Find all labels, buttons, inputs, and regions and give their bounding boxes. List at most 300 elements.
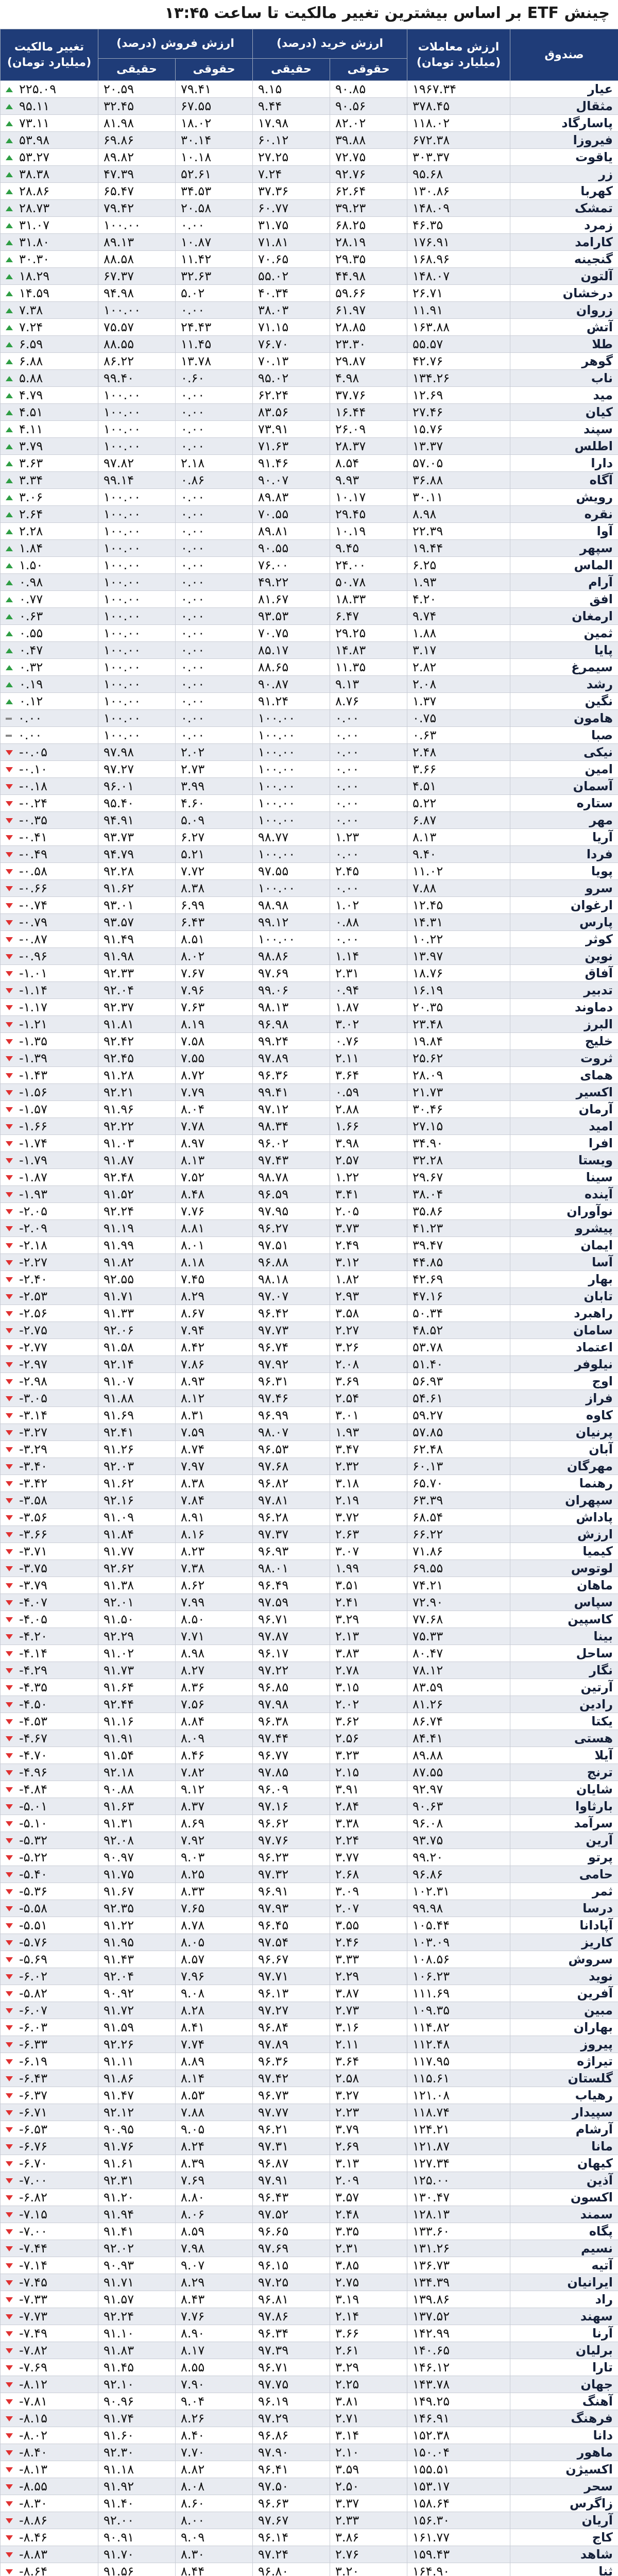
ownership-change-cell [1,2427,98,2444]
buy-real-cell: ۷۱.۱۵ [253,319,330,336]
sell-real-cell: ۹۱.۷۶ [98,2138,176,2155]
fund-cell: سرآمد [510,1815,618,1832]
sell-legal-cell: ۶.۲۷ [176,829,253,846]
table-row [1,166,618,183]
arrow-up-icon [6,257,13,262]
sell-real-cell: ۹۲.۲۹ [98,1628,176,1645]
ownership-change-cell [1,2444,98,2461]
ownership-change-cell [1,455,98,472]
ownership-change-value: -۴.۶۷ [19,1731,47,1745]
fund-cell: رهنما [510,1475,618,1492]
trade-value-cell: ۱۱۲.۴۸ [407,2036,510,2053]
buy-legal-cell: ۲.۱۴ [330,2308,407,2325]
fund-cell: اطلس [510,438,618,455]
arrow-down-icon [6,1056,13,1061]
ownership-change-value: ۰.۷۷ [19,592,43,606]
ownership-change-value: -۷.۴۴ [19,2241,47,2256]
arrow-down-icon [6,1498,13,1503]
sell-legal-cell: ۷.۶۹ [176,2172,253,2189]
arrow-down-icon [6,1277,13,1282]
sell-legal-cell: ۸.۶۲ [176,1577,253,1594]
buy-real-cell: ۹۷.۴۳ [253,1152,330,1169]
buy-legal-cell: ۳.۶۶ [330,2325,407,2342]
fund-cell: مهر [510,812,618,829]
arrow-down-icon [6,1991,13,1996]
table-row [1,1169,618,1186]
sell-real-cell: ۱۰۰.۰۰ [98,676,176,693]
sell-legal-cell: ۷.۸۲ [176,1764,253,1781]
trade-value-cell: ۱.۸۸ [407,625,510,642]
trade-value-cell: ۱۴۸.۰۷ [407,268,510,285]
ownership-change-value: -۳.۴۰ [19,1459,47,1473]
ownership-change-cell [1,659,98,676]
sell-legal-cell: ۰.۰۰ [176,574,253,591]
fund-cell: مثقال [510,98,618,115]
buy-legal-cell: ۳.۲۹ [330,2359,407,2376]
ownership-change-value: -۶.۱۹ [19,2054,47,2069]
trade-value-cell: ۴۲.۶۹ [407,1271,510,1288]
table-row [1,1730,618,1747]
fund-cell: سامان [510,1322,618,1339]
ownership-change-cell [1,2206,98,2223]
buy-real-cell: ۹۷.۵۵ [253,863,330,880]
sell-legal-cell: ۹.۱۲ [176,1781,253,1798]
table-row [1,676,618,693]
trade-value-cell: ۱۴۳.۷۸ [407,2376,510,2393]
sell-real-cell: ۹۲.۲۸ [98,863,176,880]
ownership-change-value: -۸.۱۳ [19,2462,47,2477]
trade-value-cell: ۱۳۴.۳۹ [407,2274,510,2291]
buy-real-cell: ۱۰۰.۰۰ [253,761,330,778]
sell-real-cell: ۹۱.۲۸ [98,1067,176,1084]
fund-cell: ترنج [510,1764,618,1781]
trade-value-cell: ۸۷.۵۵ [407,1764,510,1781]
buy-legal-cell: ۳.۱۲ [330,1254,407,1271]
table-row [1,812,618,829]
arrow-down-icon [6,1175,13,1180]
ownership-change-value: -۷.۴۹ [19,2326,47,2341]
trade-value-cell: ۳۰۳.۳۷ [407,149,510,166]
ownership-change-cell [1,268,98,285]
buy-real-cell: ۹۶.۱۹ [253,2393,330,2410]
arrow-up-icon [6,308,13,313]
fund-cell: تارا [510,2359,618,2376]
ownership-change-cell [1,1951,98,1968]
table-row [1,1254,618,1271]
ownership-change-value: -۷.۳۳ [19,2292,47,2307]
sell-real-cell: ۹۱.۵۷ [98,2291,176,2308]
arrow-down-icon [6,2025,13,2030]
trade-value-cell: ۳۴.۹۰ [407,1135,510,1152]
sell-legal-cell: ۸.۸۴ [176,1713,253,1730]
fund-cell: آرام [510,574,618,591]
arrow-down-icon [6,1022,13,1027]
buy-legal-cell: ۰.۸۸ [330,914,407,931]
ownership-change-cell [1,251,98,268]
buy-legal-cell: ۲.۰۷ [330,1900,407,1917]
ownership-change-value: -۵.۶۹ [19,1952,47,1967]
arrow-down-icon [6,2093,13,2098]
trade-value-cell: ۱۰۲.۳۱ [407,1883,510,1900]
buy-real-cell: ۱۰۰.۰۰ [253,846,330,863]
buy-legal-cell: ۲.۶۳ [330,1526,407,1543]
trade-value-cell: ۱۳۰.۸۶ [407,183,510,200]
arrow-down-icon [6,1889,13,1894]
sell-legal-cell: ۸.۰۸ [176,2478,253,2495]
sell-legal-cell: ۶.۹۹ [176,897,253,914]
fund-cell: ماهور [510,2444,618,2461]
table-row [1,642,618,659]
fund-cell: سهند [510,2308,618,2325]
table-row [1,1900,618,1917]
buy-legal-cell: ۲.۲۷ [330,1322,407,1339]
ownership-change-value: -۸.۰۲ [19,2428,47,2443]
trade-value-cell: ۱۷۶.۹۱ [407,234,510,251]
arrow-down-icon [6,1515,13,1520]
sell-legal-cell: ۰.۰۰ [176,693,253,710]
sell-legal-cell: ۷.۶۷ [176,965,253,982]
buy-legal-cell: ۳.۵۵ [330,1917,407,1934]
fund-cell: سپند [510,421,618,438]
arrow-down-icon [6,1583,13,1588]
ownership-change-cell [1,2070,98,2087]
sell-real-cell: ۹۱.۰۲ [98,1645,176,1662]
buy-real-cell: ۵۵.۰۲ [253,268,330,285]
sell-real-cell: ۹۱.۶۲ [98,880,176,897]
table-row [1,1832,618,1849]
sell-real-cell: ۹۱.۷۱ [98,2274,176,2291]
sell-real-cell: ۳۲.۴۵ [98,98,176,115]
table-row [1,1475,618,1492]
ownership-change-value: -۴.۸۴ [19,1782,47,1797]
ownership-change-cell [1,880,98,897]
buy-real-cell: ۷۱.۸۱ [253,234,330,251]
sell-legal-cell: ۷.۵۲ [176,1169,253,1186]
trade-value-cell: ۱۱.۰۲ [407,863,510,880]
sell-real-cell: ۱۰۰.۰۰ [98,591,176,608]
buy-legal-cell: ۸.۵۴ [330,455,407,472]
sell-legal-cell: ۸.۶۹ [176,1815,253,1832]
sell-real-cell: ۹۰.۹۶ [98,2393,176,2410]
table-row [1,1203,618,1220]
arrow-down-icon [6,1107,13,1112]
table-row [1,1271,618,1288]
sell-real-cell: ۹۲.۰۴ [98,1968,176,1985]
buy-legal-cell: ۳.۲۹ [330,1611,407,1628]
trade-value-cell: ۳۰.۴۶ [407,1101,510,1118]
buy-real-cell: ۹۷.۹۸ [253,1696,330,1713]
buy-legal-cell: ۲.۰۹ [330,2172,407,2189]
sell-real-cell: ۹۲.۱۴ [98,1356,176,1373]
ownership-change-value: -۴.۷۰ [19,1748,47,1762]
buy-legal-cell: ۲.۵۴ [330,1390,407,1407]
fund-cell: البرز [510,1016,618,1033]
fund-cell: همای [510,1067,618,1084]
table-row [1,1186,618,1203]
trade-value-cell: ۷۲.۹۰ [407,1594,510,1611]
table-row [1,285,618,302]
ownership-change-value: -۲.۲۷ [19,1255,47,1269]
buy-legal-cell: ۳.۹۱ [330,1781,407,1798]
ownership-change-value: -۱.۵۶ [19,1085,47,1099]
buy-real-cell: ۹۸.۷۸ [253,1169,330,1186]
fund-cell: سحر [510,2478,618,2495]
sell-real-cell: ۱۰۰.۰۰ [98,421,176,438]
fund-cell: پرتو [510,1849,618,1866]
table-row [1,98,618,115]
ownership-change-cell [1,302,98,319]
arrow-down-icon [6,1073,13,1078]
ownership-change-value: ۰.۹۸ [19,575,43,589]
sell-real-cell: ۹۱.۵۹ [98,2019,176,2036]
trade-value-cell: ۳۶.۸۸ [407,472,510,489]
sell-real-cell: ۹۱.۴۰ [98,2495,176,2512]
ownership-change-value: ۱.۵۰ [19,558,43,572]
fund-cell: رهیاب [510,2087,618,2104]
table-row [1,438,618,455]
buy-real-cell: ۹۷.۶۹ [253,965,330,982]
trade-value-cell: ۱۹.۴۴ [407,540,510,557]
arrow-up-icon [6,172,13,177]
sell-legal-cell: ۰.۰۰ [176,642,253,659]
buy-legal-cell: ۲.۶۸ [330,1866,407,1883]
fund-cell: ویستا [510,1152,618,1169]
table-row [1,1288,618,1305]
table-row [1,1339,618,1356]
sell-real-cell: ۸۹.۱۳ [98,234,176,251]
trade-value-cell: ۲۰.۳۵ [407,999,510,1016]
buy-real-cell: ۹۶.۹۱ [253,1883,330,1900]
sell-real-cell: ۹۱.۹۹ [98,1237,176,1254]
arrow-up-icon [6,665,13,670]
table-row [1,2240,618,2257]
ownership-change-value: ۱۸.۲۹ [19,269,50,283]
arrow-down-icon [6,1804,13,1809]
arrow-down-icon [6,2110,13,2115]
fund-cell: نیلوفر [510,1356,618,1373]
sell-legal-cell: ۴.۶۰ [176,795,253,812]
ownership-change-cell [1,2053,98,2070]
buy-legal-cell: ۲.۴۵ [330,863,407,880]
fund-cell: کیهان [510,2155,618,2172]
buy-real-cell: ۹۰.۵۵ [253,540,330,557]
buy-real-cell: ۹۸.۳۴ [253,1118,330,1135]
header-fund: صندوق [510,29,618,81]
header-sell-value: ارزش فروش (درصد) [98,29,253,59]
table-row [1,2410,618,2427]
table-row [1,1883,618,1900]
ownership-change-value: ۲.۶۴ [19,507,43,521]
ownership-change-value: -۱.۶۶ [19,1119,47,1133]
ownership-change-value: ۷.۲۴ [19,320,43,334]
fund-cell: نوین [510,948,618,965]
arrow-down-icon [6,937,13,942]
buy-real-cell: ۹۶.۴۳ [253,2189,330,2206]
arrow-down-icon [6,1617,13,1622]
sell-real-cell: ۱۰۰.۰۰ [98,540,176,557]
ownership-change-cell [1,574,98,591]
arrow-down-icon [6,1923,13,1928]
sell-legal-cell: ۸.۹۸ [176,1645,253,1662]
arrow-down-icon [6,1379,13,1384]
buy-legal-cell: ۲۳.۳۰ [330,336,407,353]
sell-legal-cell: ۸.۹۳ [176,1373,253,1390]
table-row [1,1084,618,1101]
sell-legal-cell: ۰.۰۰ [176,523,253,540]
arrow-up-icon [6,87,13,92]
fund-cell: نوآوران [510,1203,618,1220]
sell-legal-cell: ۸.۷۲ [176,1067,253,1084]
ownership-change-cell [1,2155,98,2172]
fund-cell: آرنا [510,2325,618,2342]
sell-legal-cell: ۸.۲۹ [176,2274,253,2291]
sell-real-cell: ۹۴.۷۹ [98,846,176,863]
arrow-down-icon [6,1124,13,1129]
fund-cell: تدبیر [510,982,618,999]
sell-real-cell: ۹۹.۱۴ [98,472,176,489]
buy-legal-cell: ۲.۶۹ [330,2138,407,2155]
buy-real-cell: ۹۸.۰۱ [253,1560,330,1577]
sell-legal-cell: ۷.۹۰ [176,2376,253,2393]
sell-real-cell: ۱۰۰.۰۰ [98,489,176,506]
buy-real-cell: ۳۸.۰۳ [253,302,330,319]
arrow-down-icon [6,2501,13,2506]
buy-real-cell: ۹۷.۹۰ [253,2444,330,2461]
trade-value-cell: ۶.۸۷ [407,812,510,829]
fund-cell: نقره [510,506,618,523]
ownership-change-cell [1,1084,98,1101]
sell-real-cell: ۱۰۰.۰۰ [98,557,176,574]
sell-real-cell: ۹۱.۶۱ [98,2155,176,2172]
arrow-up-icon [6,580,13,585]
arrow-down-icon [6,971,13,976]
arrow-up-icon [6,121,13,126]
arrow-down-icon [6,1855,13,1860]
sell-real-cell: ۹۱.۶۷ [98,1883,176,1900]
arrow-down-icon [6,2382,13,2387]
ownership-change-cell [1,778,98,795]
fund-cell: ایرانیان [510,2274,618,2291]
buy-real-cell: ۹۶.۲۳ [253,1849,330,1866]
buy-legal-cell: ۲.۹۳ [330,1288,407,1305]
trade-value-cell: ۲.۰۸ [407,676,510,693]
buy-real-cell: ۹۸.۱۳ [253,999,330,1016]
table-row [1,2019,618,2036]
ownership-change-value: -۵.۲۲ [19,1850,47,1865]
sell-legal-cell: ۸.۰۵ [176,1934,253,1951]
sell-real-cell: ۹۶.۰۱ [98,778,176,795]
sell-legal-cell: ۹.۰۷ [176,2257,253,2274]
trade-value-cell: ۳۰.۱۱ [407,489,510,506]
sell-real-cell: ۹۱.۹۸ [98,948,176,965]
sell-real-cell: ۹۲.۰۶ [98,1322,176,1339]
ownership-change-value: -۲.۴۰ [19,1272,47,1286]
buy-real-cell: ۱۰۰.۰۰ [253,778,330,795]
ownership-change-value: -۲.۰۹ [19,1221,47,1235]
table-row [1,1322,618,1339]
fund-cell: طلا [510,336,618,353]
trade-value-cell: ۱۰۵.۴۴ [407,1917,510,1934]
ownership-change-cell [1,1220,98,1237]
table-row [1,1492,618,1509]
ownership-change-cell [1,693,98,710]
fund-cell: آفرین [510,1985,618,2002]
sell-legal-cell: ۲.۰۲ [176,744,253,761]
sell-legal-cell: ۸.۱۹ [176,1016,253,1033]
table-row [1,829,618,846]
trade-value-cell: ۱۲.۴۵ [407,897,510,914]
sell-real-cell: ۲۰.۵۹ [98,81,176,98]
table-row [1,1764,618,1781]
buy-legal-cell: ۳.۷۲ [330,1509,407,1526]
sell-legal-cell: ۹.۰۴ [176,2393,253,2410]
sell-legal-cell: ۸.۵۱ [176,931,253,948]
arrow-down-icon [6,2042,13,2047]
sell-legal-cell: ۸.۱۶ [176,1526,253,1543]
sell-real-cell: ۹۱.۴۵ [98,2359,176,2376]
sell-real-cell: ۹۱.۵۶ [98,2563,176,2576]
ownership-change-value: ۰.۰۰ [18,711,42,725]
arrow-up-icon [6,223,13,228]
buy-legal-cell: ۰.۷۶ [330,1033,407,1050]
ownership-change-value: -۵.۱۰ [19,1816,47,1831]
buy-legal-cell: ۲.۲۴ [330,1832,407,1849]
sell-legal-cell: ۸.۵۹ [176,2223,253,2240]
fund-cell: اوج [510,1373,618,1390]
trade-value-cell: ۱۶۴.۹۰ [407,2563,510,2576]
table-row [1,2104,618,2121]
buy-real-cell: ۹۶.۳۶ [253,2053,330,2070]
ownership-change-value: -۰.۲۴ [19,796,47,810]
table-row [1,880,618,897]
buy-legal-cell: ۳.۱۸ [330,1475,407,1492]
trade-value-cell: ۸۰.۴۷ [407,1645,510,1662]
ownership-change-value: -۳.۲۷ [19,1425,47,1439]
fund-cell: دارا [510,455,618,472]
sell-legal-cell: ۳۰.۱۴ [176,132,253,149]
buy-real-cell: ۹۷.۲۴ [253,2546,330,2563]
sell-legal-cell: ۷.۳۸ [176,1560,253,1577]
fund-cell: سینا [510,1169,618,1186]
buy-real-cell: ۹۷.۹۲ [253,1356,330,1373]
ownership-change-value: -۶.۳۳ [19,2037,47,2052]
arrow-down-icon [6,2535,13,2540]
sell-legal-cell: ۸.۳۸ [176,1475,253,1492]
sell-real-cell: ۹۱.۷۵ [98,1866,176,1883]
fund-cell: آگاه [510,472,618,489]
ownership-change-cell [1,1339,98,1356]
trade-value-cell: ۱۴۶.۱۲ [407,2359,510,2376]
sell-real-cell: ۹۰.۹۷ [98,1849,176,1866]
table-row [1,914,618,931]
sell-legal-cell: ۸.۲۷ [176,1662,253,1679]
buy-legal-cell: ۳.۱۹ [330,2291,407,2308]
table-row [1,948,618,965]
ownership-change-cell [1,387,98,404]
buy-real-cell: ۹۶.۲۸ [253,1509,330,1526]
table-row [1,2342,618,2359]
trade-value-cell: ۲۲.۳۹ [407,523,510,540]
arrow-up-icon [6,614,13,619]
fund-cell: آتش [510,319,618,336]
trade-value-cell: ۲۳.۴۸ [407,1016,510,1033]
table-row [1,336,618,353]
buy-real-cell: ۹۶.۴۱ [253,2461,330,2478]
table-row [1,1917,618,1934]
buy-legal-cell: ۲.۱۳ [330,1628,407,1645]
ownership-change-cell [1,812,98,829]
sell-real-cell: ۹۲.۰۲ [98,2240,176,2257]
